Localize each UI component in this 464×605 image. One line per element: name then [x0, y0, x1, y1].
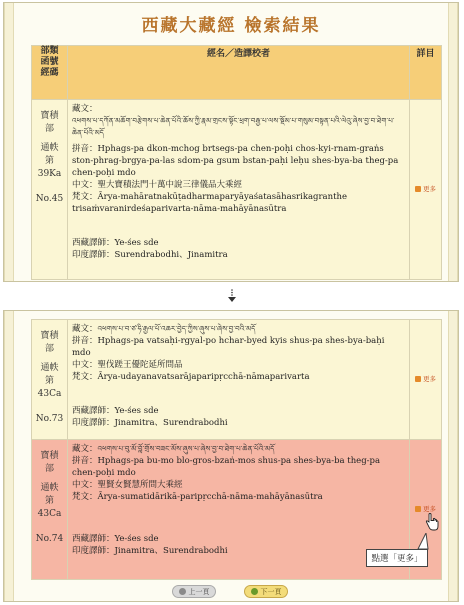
- more-label: 更多: [423, 505, 436, 514]
- tibetan-label: 藏文：: [72, 324, 98, 334]
- number-label: No.45: [35, 194, 64, 204]
- ind-translator-text: Jinamitra、Surendrabodhi: [114, 546, 228, 556]
- table-row: [32, 100, 442, 280]
- result-panel-top: [3, 2, 459, 282]
- more-link[interactable]: [415, 184, 436, 193]
- more-cell: [410, 320, 442, 440]
- category-label: 寶積部: [40, 111, 59, 134]
- more-icon: [415, 186, 421, 192]
- sanskrit-label: 梵文：: [72, 492, 98, 502]
- pinyin-text: Hphags-pa vatsaḥi-rgyal-po hchar-byed kyis shus-pa shes-bya-baḥi mdo: [72, 336, 385, 358]
- next-arrow-icon: [251, 588, 258, 595]
- callout-note: 點選「更多」: [366, 549, 428, 567]
- pinyin-label: 拼音：: [72, 336, 98, 346]
- entry-cell: [68, 320, 410, 440]
- chinese-label: 中文：: [72, 180, 98, 190]
- table-header-row: [32, 46, 442, 100]
- left-rail: [4, 3, 14, 281]
- entry-cell: [68, 100, 410, 280]
- tib-translator-label: 西藏譯師：: [72, 406, 115, 416]
- tibetan-text: འཕགས་པ་དཀོན་མཆོག་བརྩེགས་པ་ཆེན་པོའི་ཆོས་ཀྱི་རྣམ་གྲངས་སྟོང་ཕྲག་བརྒྱ་པ་ལས་སྡོམ་པ་གསུམ་བསྟན་པའི་ལེའུ་ཞེས་བྱ་བ་ཐེག་པ་ཆེན་པོའི་མདོ: [72, 117, 395, 137]
- more-label: 更多: [423, 375, 436, 384]
- left-rail: [4, 311, 14, 601]
- section-label: 通帙第: [40, 483, 59, 506]
- right-rail: [448, 3, 458, 281]
- sanskrit-label: 梵文：: [72, 372, 98, 382]
- prev-page-label: 上一頁: [188, 587, 210, 596]
- tibetan-text: འཕགས་པ་བ་ཙ་ཧི་རྒྱལ་པོ་འཆར་བྱེད་ཀྱིས་ཞུས་པ་ཞེས་བྱ་བའི་མདོ: [97, 325, 256, 333]
- header-title: 經名／造譯校者: [68, 46, 410, 100]
- category-label: 寶積部: [40, 451, 59, 474]
- pinyin-label: 拼音：: [72, 144, 98, 154]
- next-page-label: 下一頁: [260, 587, 282, 596]
- ind-translator-text: Surendrabodhi、Jinamitra: [114, 250, 228, 260]
- prev-page-button[interactable]: [172, 585, 216, 598]
- tibetan-label: 藏文：: [72, 444, 98, 454]
- category-cell: [32, 320, 68, 440]
- header-category-text: 部類函號經碼: [40, 46, 59, 78]
- chinese-text: 聖賢女賢慧所問大乘經: [97, 480, 183, 490]
- results-table: [31, 319, 442, 580]
- pinyin-label: 拼音：: [72, 456, 98, 466]
- tibetan-text: འཕགས་པ་བུ་མོ་བློ་གྲོས་བཟང་མོས་ཞུས་པ་ཞེས་བྱ་བ་ཐེག་པ་ཆེན་པོའི་མདོ: [97, 445, 275, 453]
- tib-translator-text: Ye-śes sde: [114, 238, 159, 248]
- more-link[interactable]: [415, 374, 436, 383]
- tib-translator-label: 西藏譯師：: [72, 534, 115, 544]
- tibetan-label: 藏文：: [72, 104, 98, 114]
- header-contents: 詳目: [410, 46, 442, 100]
- ind-translator-label: 印度譯師：: [72, 546, 115, 556]
- chinese-text: 聖大寶積法門十萬中說三律儀品大乘經: [97, 180, 243, 190]
- right-rail: [448, 311, 458, 601]
- more-label: 更多: [423, 185, 436, 194]
- sanskrit-label: 梵文：: [72, 192, 98, 202]
- ind-translator-text: Jinamitra、Surendrabodhi: [114, 418, 228, 428]
- hand-cursor-icon: [425, 513, 439, 531]
- pinyin-text: Hphags-pa bu-mo blo-gros-bzaṅ-mos shus-pa shes-bya-ba theg-pa chen-poḥi mdo: [72, 456, 381, 478]
- ind-translator-label: 印度譯師：: [72, 250, 115, 260]
- header-category: [32, 46, 68, 100]
- number-label: No.74: [35, 534, 64, 544]
- more-icon: [415, 506, 421, 512]
- prev-arrow-icon: [179, 588, 186, 595]
- category-cell: [32, 440, 68, 580]
- chinese-text: 聖伐蹉王優陀延所問品: [97, 360, 183, 370]
- chinese-label: 中文：: [72, 480, 98, 490]
- more-link-selected[interactable]: [415, 504, 436, 513]
- section-label: 通帙第: [40, 143, 59, 166]
- volume-label: 43Ca: [37, 509, 62, 519]
- more-icon: [415, 376, 421, 382]
- next-page-button[interactable]: [244, 585, 288, 598]
- volume-label: 43Ca: [37, 389, 62, 399]
- section-label: 通帙第: [40, 363, 59, 386]
- ind-translator-label: 印度譯師：: [72, 418, 115, 428]
- category-label: 寶積部: [40, 331, 59, 354]
- table-row: [32, 320, 442, 440]
- sanskrit-text: Ārya-sumatidārikā-paripṛcchā-nāma-mahāyānasūtra: [97, 492, 323, 502]
- down-arrow-icon: [226, 288, 238, 304]
- more-cell: [410, 100, 442, 280]
- page-title: 西藏大藏經 檢索結果: [141, 16, 321, 36]
- tib-translator-text: Ye-śes sde: [114, 534, 159, 544]
- sanskrit-text: Ārya-udayanavatsarājaparipṛcchā-nāmaparivarta: [97, 372, 310, 382]
- chinese-label: 中文：: [72, 360, 98, 370]
- sanskrit-text: Ārya-mahāratnakūṭadharmaparyāyaśatasāhasrikagranthe trisaṁvaranirdeśaparivarta-nāma-mahāyānasūtra: [72, 192, 348, 214]
- results-table: [31, 45, 442, 280]
- entry-cell: [68, 440, 410, 580]
- tib-translator-text: Ye-śes sde: [114, 406, 159, 416]
- pinyin-text: Hphags-pa dkon-mchog brtsegs-pa chen-poḥi chos-kyi-rnam-graṅs ston-phrag-brgya-pa-las sdom-pa gsum bstan-paḥi leḥu shes-bya-ba theg-pa chen-poḥi mdo: [72, 144, 399, 178]
- number-label: No.73: [35, 414, 64, 424]
- category-cell: [32, 100, 68, 280]
- volume-label: 39Ka: [37, 169, 62, 179]
- tib-translator-label: 西藏譯師：: [72, 238, 115, 248]
